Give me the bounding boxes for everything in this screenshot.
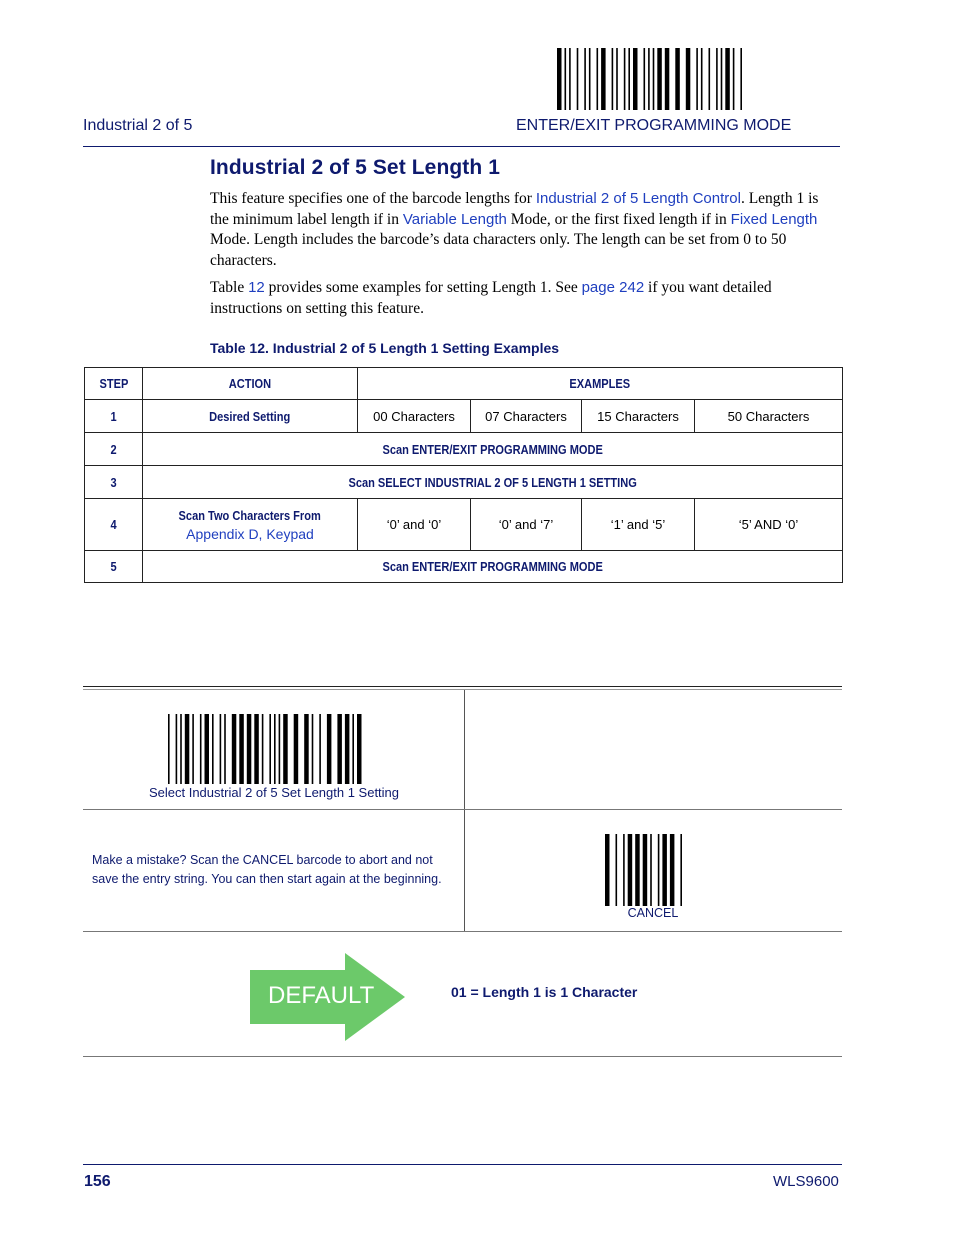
link-variable-length[interactable]: Variable Length xyxy=(402,210,507,228)
page-title: Industrial 2 of 5 Set Length 1 xyxy=(210,156,501,179)
step-cell: 2 xyxy=(85,433,143,466)
header-rule xyxy=(83,146,840,147)
example-cell: ‘0’ and ‘7’ xyxy=(471,499,582,551)
barcode-bar xyxy=(168,714,170,784)
barcode-bar xyxy=(733,48,735,110)
example-cell: ‘1’ and ‘5’ xyxy=(582,499,695,551)
barcode-bar xyxy=(304,714,309,784)
default-label: DEFAULT xyxy=(268,982,375,1009)
barcode-bar xyxy=(643,834,648,906)
link-length-control[interactable]: Industrial 2 of 5 Length Control xyxy=(535,190,741,207)
barcode-bar xyxy=(232,714,237,784)
barcode-bar xyxy=(262,714,264,784)
mistake-instructions: Make a mistake? Scan the CANCEL barcode to abort and not save the entry string. You can then start again at the beginning. xyxy=(92,853,442,886)
intro-text-2: . Length 1 is the minimum label length if in xyxy=(210,190,819,228)
step-cell: 5 xyxy=(85,551,143,583)
barcode-bar xyxy=(701,48,703,110)
step-cell: 3 xyxy=(85,466,143,499)
barcode-bar xyxy=(337,714,342,784)
table-row xyxy=(85,551,843,583)
select-length1-barcode-svg xyxy=(168,714,368,784)
table-header-row xyxy=(85,368,843,400)
barcode-bar xyxy=(616,834,618,906)
barcode-bar xyxy=(269,714,271,784)
barcode-bar xyxy=(294,714,299,784)
barcode-bar xyxy=(312,714,314,784)
enter-exit-programming-barcode xyxy=(557,48,743,110)
barcode-bar xyxy=(675,48,680,110)
barcode-bar xyxy=(716,48,718,110)
cancel-barcode-svg xyxy=(605,834,690,906)
barcode-bar xyxy=(721,48,723,110)
ref-text-3: if you want detailed instructions on setting this feature. xyxy=(210,279,772,317)
barcode-bar xyxy=(605,834,610,906)
barcode-bar xyxy=(283,714,288,784)
barcode-bar xyxy=(577,48,579,110)
span-cell: Scan ENTER/EXIT PROGRAMMING MODE xyxy=(143,551,843,583)
barcode-bar xyxy=(279,714,281,784)
barcode-bar xyxy=(648,48,650,110)
barcode-bar xyxy=(653,48,655,110)
grid-bottom-rule xyxy=(83,931,842,932)
barcode-bar xyxy=(633,48,638,110)
barcode-bar xyxy=(644,48,646,110)
barcode-bar xyxy=(357,714,362,784)
barcode-bar xyxy=(239,714,244,784)
barcode-bar xyxy=(635,834,640,906)
header-step: STEP xyxy=(85,368,143,400)
link-appendix-keypad[interactable]: Appendix D, Keypad xyxy=(186,525,314,542)
barcode-bar xyxy=(623,834,625,906)
barcode-bar xyxy=(686,48,691,110)
action-cell: Desired Setting xyxy=(143,400,358,433)
barcode-bar xyxy=(192,714,194,784)
cancel-barcode xyxy=(605,834,690,906)
enter-exit-barcode-svg xyxy=(557,48,743,110)
barcode-bar xyxy=(670,834,675,906)
table-ref-paragraph xyxy=(210,278,840,319)
barcode-bar xyxy=(224,714,226,784)
footer-model: WLS9600 xyxy=(773,1173,839,1190)
barcode-bar xyxy=(658,834,660,906)
footer-page-number: 156 xyxy=(84,1173,111,1190)
barcode-bar xyxy=(185,714,190,784)
barcode-bar xyxy=(205,714,210,784)
select-length1-label: Select Industrial 2 of 5 Set Length 1 Setting xyxy=(148,785,400,800)
ref-text-2: provides some examples for setting Length 1. See xyxy=(264,279,582,296)
barcode-bar xyxy=(584,48,586,110)
span-cell: Scan SELECT INDUSTRIAL 2 OF 5 LENGTH 1 SETTING xyxy=(143,466,843,499)
intro-text-4: Mode. Length includes the barcode’s data characters only. The length can be set from 0 to 50 characters. xyxy=(210,231,787,269)
barcode-bar xyxy=(662,834,667,906)
barcode-bar xyxy=(589,48,591,110)
length-setting-table xyxy=(84,367,843,583)
link-page-242[interactable]: page 242 xyxy=(581,279,645,296)
header-section: Industrial 2 of 5 xyxy=(83,117,193,134)
intro-text-3: Mode, or the first fixed length if in xyxy=(506,210,731,228)
default-bottom-rule xyxy=(83,1056,842,1057)
header-examples: EXAMPLES xyxy=(358,368,843,400)
barcode-bar xyxy=(628,834,633,906)
action-cell: Scan Two Characters From Appendix D, Keypad xyxy=(143,499,358,551)
table-row xyxy=(85,400,843,433)
example-cell: 15 Characters xyxy=(582,400,695,433)
footer-rule xyxy=(83,1164,842,1165)
barcode-bar xyxy=(327,714,332,784)
barcode-bar xyxy=(680,834,682,906)
header-action: ACTION xyxy=(143,368,358,400)
barcode-bar xyxy=(274,714,276,784)
example-cell: 07 Characters xyxy=(471,400,582,433)
barcode-bar xyxy=(345,714,350,784)
intro-paragraph xyxy=(210,189,840,271)
step-cell: 1 xyxy=(85,400,143,433)
table-row xyxy=(85,499,843,551)
barcode-bar xyxy=(212,714,214,784)
default-description: 01 = Length 1 is 1 Character xyxy=(451,984,638,1000)
example-cell: 00 Characters xyxy=(358,400,471,433)
grid-vertical-divider xyxy=(464,690,465,931)
barcode-bar xyxy=(624,48,626,110)
select-length1-barcode xyxy=(168,714,368,784)
barcode-bar xyxy=(740,48,742,110)
barcode-bar xyxy=(565,48,567,110)
barcode-bar xyxy=(176,714,178,784)
barcode-bar xyxy=(612,48,614,110)
barcode-bar xyxy=(254,714,258,784)
table-row xyxy=(85,466,843,499)
barcode-bar xyxy=(247,714,252,784)
example-cell: ‘5’ AND ‘0’ xyxy=(695,499,843,551)
barcode-bar xyxy=(569,48,571,110)
intro-text-1: This feature specifies one of the barcode lengths for xyxy=(210,190,536,207)
cancel-label: CANCEL xyxy=(627,906,679,920)
barcode-bar xyxy=(616,48,618,110)
barcode-bar xyxy=(220,714,222,784)
barcode-bar xyxy=(352,714,354,784)
barcode-bar xyxy=(200,714,202,784)
barcode-bar xyxy=(601,48,606,110)
barcode-bar xyxy=(657,48,662,110)
header-mode: ENTER/EXIT PROGRAMMING MODE xyxy=(516,117,792,134)
barcode-bar xyxy=(628,48,630,110)
span-cell: Scan ENTER/EXIT PROGRAMMING MODE xyxy=(143,433,843,466)
ref-text-1: Table xyxy=(210,279,249,296)
link-fixed-length[interactable]: Fixed Length xyxy=(730,210,818,228)
barcode-bar xyxy=(650,834,652,906)
barcode-bar xyxy=(665,48,670,110)
example-cell: ‘0’ and ‘0’ xyxy=(358,499,471,551)
table-caption: Table 12. Industrial 2 of 5 Length 1 Setting Examples xyxy=(210,340,560,356)
grid-top-rule-2 xyxy=(83,689,842,690)
barcode-bar xyxy=(725,48,730,110)
barcode-bar xyxy=(319,714,321,784)
grid-middle-rule xyxy=(83,809,842,810)
example-cell: 50 Characters xyxy=(695,400,843,433)
barcode-bar xyxy=(709,48,711,110)
barcode-bar xyxy=(696,48,698,110)
grid-top-rule xyxy=(83,686,842,687)
barcode-bar xyxy=(557,48,562,110)
barcode-bar xyxy=(597,48,599,110)
table-row xyxy=(85,433,843,466)
step-cell: 4 xyxy=(85,499,143,551)
link-table-12[interactable]: 12 xyxy=(248,279,265,296)
barcode-bar xyxy=(180,714,182,784)
